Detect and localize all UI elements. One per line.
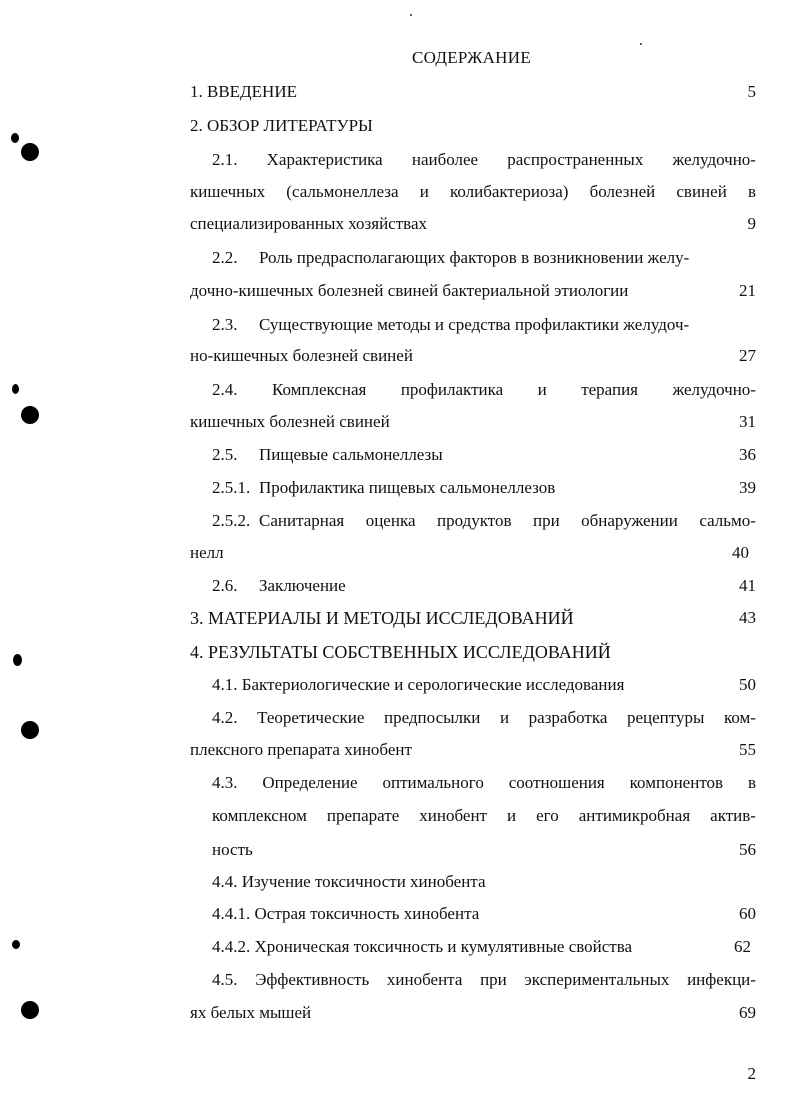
toc-entry-2-2-page: 21 bbox=[739, 281, 756, 300]
punch-hole bbox=[21, 721, 39, 739]
toc-entry-4-2-page: 55 bbox=[739, 740, 756, 759]
toc-entry-2-title: 2. ОБЗОР ЛИТЕРАТУРЫ bbox=[190, 116, 373, 135]
toc-entry-2-1-page: 9 bbox=[747, 214, 756, 233]
punch-hole bbox=[21, 1001, 39, 1019]
toc-entry-2-5-2-line2: нелл bbox=[190, 543, 224, 562]
toc-entry-2-3-line1: Существующие методы и средства профилактики желудоч- bbox=[259, 315, 690, 334]
toc-entry-4-3-line1: 4.3. Определение оптимального соотношения компонентов в bbox=[212, 773, 756, 792]
toc-entry-2-5-title: Пищевые сальмонеллезы bbox=[259, 445, 443, 464]
scan-speck bbox=[640, 43, 642, 45]
toc-entry-2-4-line1: 2.4. Комплексная профилактика и терапия желудочно- bbox=[212, 380, 756, 399]
toc-entry-3-title: 3. МАТЕРИАЛЫ И МЕТОДЫ ИССЛЕДОВАНИЙ bbox=[190, 608, 574, 628]
toc-entry-4-5-line2: ях белых мышей bbox=[190, 1003, 312, 1022]
toc-entry-4-3-line3: ность bbox=[212, 840, 253, 859]
toc-entry-2-6-title: Заключение bbox=[259, 576, 346, 595]
toc-entry-2-5-1-title: Профилактика пищевых сальмонеллезов bbox=[259, 478, 556, 497]
punch-hole bbox=[12, 940, 20, 949]
page-title: СОДЕРЖАНИЕ bbox=[411, 48, 532, 67]
toc-entry-4-1-title: 4.1. Бактериологические и серологические исследования bbox=[212, 675, 625, 694]
toc-entry-4-4-title: 4.4. Изучение токсичности хинобента bbox=[212, 872, 486, 891]
toc-entry-3-page: 43 bbox=[739, 608, 756, 627]
toc-entry-4-4-1-title: 4.4.1. Острая токсичность хинобента bbox=[212, 904, 480, 923]
toc-entry-2-3-line2: но-кишечных болезней свиней bbox=[190, 346, 413, 365]
toc-entry-4-4-2-title: 4.4.2. Хроническая токсичность и кумулятивные свойства bbox=[212, 937, 633, 956]
toc-entry-2-2-number: 2.2. bbox=[212, 248, 238, 267]
punch-hole bbox=[13, 654, 22, 666]
toc-entry-2-5-2-line1: Санитарная оценка продуктов при обнаружении сальмо- bbox=[259, 511, 756, 530]
toc-entry-4-2-line1: 4.2. Теоретические предпосылки и разработка рецептуры ком- bbox=[212, 708, 756, 727]
page-number: 2 bbox=[747, 1064, 756, 1083]
toc-entry-2-5-number: 2.5. bbox=[212, 445, 238, 464]
punch-hole bbox=[12, 384, 19, 394]
toc-entry-2-5-1-number: 2.5.1. bbox=[212, 478, 251, 497]
toc-entry-2-1-line1: 2.1. Характеристика наиболее распространенных желудочно- bbox=[212, 150, 756, 169]
toc-entry-2-1-line3: специализированных хозяйствах bbox=[190, 214, 427, 233]
toc-entry-4-5-line1: 4.5. Эффективность хинобента при экспериментальных инфекци- bbox=[212, 970, 756, 989]
toc-entry-2-5-page: 36 bbox=[739, 445, 756, 464]
toc-entry-4-3-line2: комплексном препарате хинобент и его антимикробная актив- bbox=[212, 806, 756, 825]
toc-entry-2-1-line2: кишечных (сальмонеллеза и колибактериоза) болезней свиней в bbox=[190, 182, 756, 201]
toc-entry-4-title: 4. РЕЗУЛЬТАТЫ СОБСТВЕННЫХ ИССЛЕДОВАНИЙ bbox=[190, 642, 611, 662]
toc-entry-2-6-page: 41 bbox=[739, 576, 756, 595]
punch-hole bbox=[11, 133, 19, 143]
toc-entry-2-3-number: 2.3. bbox=[212, 315, 238, 334]
toc-entry-2-2-line2: дочно-кишечных болезней свиней бактериальной этиологии bbox=[190, 281, 629, 300]
toc-entry-2-5-1-page: 39 bbox=[739, 478, 756, 497]
toc-entry-4-2-line2: плексного препарата хинобент bbox=[190, 740, 412, 759]
punch-hole bbox=[21, 406, 39, 424]
toc-entry-1-page: 5 bbox=[747, 82, 756, 101]
toc-entry-2-6-number: 2.6. bbox=[212, 576, 238, 595]
toc-entry-4-4-1-page: 60 bbox=[739, 904, 756, 923]
toc-entry-2-4-page: 31 bbox=[739, 412, 756, 431]
toc-entry-2-5-2-number: 2.5.2. bbox=[212, 511, 251, 530]
toc-entry-4-4-2-page: 62 bbox=[734, 937, 751, 956]
toc-entry-2-3-page: 27 bbox=[739, 346, 756, 365]
scan-speck bbox=[410, 14, 412, 16]
punch-hole bbox=[21, 143, 39, 161]
toc-entry-2-1-number: 2.1. bbox=[212, 150, 238, 169]
toc-entry-1-title: 1. ВВЕДЕНИЕ bbox=[190, 82, 297, 101]
toc-entry-4-1-page: 50 bbox=[739, 675, 756, 694]
toc-entry-2-2-line1: Роль предрасполагающих факторов в возникновении желу- bbox=[259, 248, 690, 267]
toc-entry-2-4-line2: кишечных болезней свиней bbox=[190, 412, 390, 431]
toc-entry-2-5-2-page: 40 bbox=[732, 543, 749, 562]
toc-entry-4-3-page: 56 bbox=[739, 840, 756, 859]
toc-entry-2-4-number: 2.4. bbox=[212, 380, 238, 399]
toc-entry-4-5-page: 69 bbox=[739, 1003, 756, 1022]
